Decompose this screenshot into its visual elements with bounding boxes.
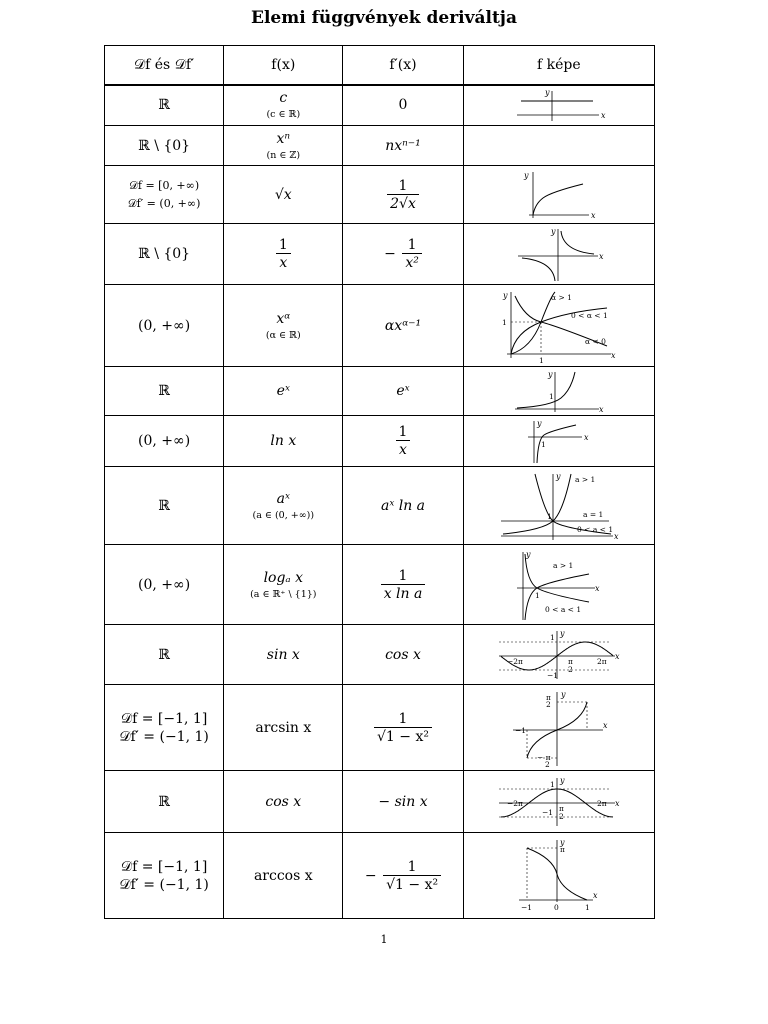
derivative-cell bbox=[343, 685, 463, 771]
graph-cell bbox=[463, 685, 654, 771]
function-cell bbox=[224, 126, 343, 166]
domain-cell: ℝ \ {0} bbox=[105, 224, 224, 285]
domain-cell bbox=[105, 166, 224, 224]
svg-text:x: x bbox=[590, 210, 596, 220]
function-text: c bbox=[279, 90, 288, 107]
header-domain: 𝒟f és 𝒟f′ bbox=[105, 46, 224, 85]
svg-text:y: y bbox=[502, 290, 508, 300]
svg-text:π: π bbox=[559, 844, 565, 854]
table-row bbox=[105, 771, 655, 833]
domain-cell: ℝ bbox=[105, 467, 224, 545]
function-cell bbox=[224, 545, 343, 625]
svg-text:y: y bbox=[544, 88, 550, 98]
derivative-cell: cos x bbox=[343, 625, 463, 685]
table-row bbox=[105, 467, 655, 545]
svg-text:2: 2 bbox=[545, 699, 551, 709]
svg-text:y: y bbox=[559, 837, 565, 847]
function-cell: cos x bbox=[224, 771, 343, 833]
function-note: (n ∈ ℤ) bbox=[266, 149, 301, 161]
derivative-fraction: $\frac{1}{x}$ bbox=[396, 424, 411, 458]
svg-text:1: 1 bbox=[548, 392, 554, 401]
function-cell bbox=[224, 285, 343, 367]
graph-exp bbox=[511, 368, 607, 414]
graph-cos bbox=[495, 774, 623, 830]
graph-ln bbox=[524, 417, 594, 465]
table-row bbox=[105, 416, 655, 467]
header-function: f(x) bbox=[224, 46, 343, 85]
graph-constant bbox=[509, 87, 609, 123]
svg-text:y: y bbox=[555, 471, 561, 481]
svg-text:a > 1: a > 1 bbox=[552, 560, 574, 570]
svg-text:1: 1 bbox=[549, 632, 555, 642]
derivative-fraction: $\frac{1}{\text{x²}}$ bbox=[402, 237, 422, 271]
domain-line-2: 𝒟f′ = (0, +∞) bbox=[127, 196, 201, 210]
derivative-cell: aˣ ln a bbox=[343, 467, 463, 545]
derivative-fraction: $\frac{1}{\text{x ln a}}$ bbox=[381, 568, 426, 602]
svg-text:x: x bbox=[594, 583, 600, 593]
function-cell: sin x bbox=[224, 625, 343, 685]
svg-text:1: 1 bbox=[584, 902, 590, 912]
svg-text:π: π bbox=[567, 656, 573, 666]
domain-cell: (0, +∞) bbox=[105, 416, 224, 467]
svg-text:1: 1 bbox=[534, 590, 540, 600]
derivative-fraction: $\frac{1}{2√x}$ bbox=[387, 178, 419, 212]
svg-text:x: x bbox=[598, 252, 604, 261]
svg-text:y: y bbox=[559, 775, 565, 785]
function-text: xⁿ bbox=[276, 130, 291, 147]
svg-text:y: y bbox=[523, 170, 529, 180]
table-row bbox=[105, 224, 655, 285]
svg-text:−1: −1 bbox=[541, 807, 553, 817]
table-row bbox=[105, 685, 655, 771]
domain-line-2: 𝒟f′ = (−1, 1) bbox=[119, 728, 209, 745]
function-cell bbox=[224, 467, 343, 545]
derivative-cell: − sin x bbox=[343, 771, 463, 833]
domain-cell bbox=[105, 833, 224, 919]
graph-log-a bbox=[509, 548, 609, 622]
function-note: (α ∈ ℝ) bbox=[265, 329, 301, 341]
svg-text:2: 2 bbox=[544, 759, 550, 768]
svg-text:x: x bbox=[610, 350, 616, 360]
graph-cell bbox=[463, 467, 654, 545]
svg-text:π: π bbox=[545, 692, 551, 702]
graph-cell bbox=[463, 85, 654, 126]
svg-text:x: x bbox=[598, 405, 604, 414]
svg-text:α < 0: α < 0 bbox=[584, 336, 606, 346]
derivative-cell: αxᵅ⁻¹ bbox=[343, 285, 463, 367]
domain-cell bbox=[105, 685, 224, 771]
graph-power-alpha bbox=[499, 288, 619, 364]
domain-cell: ℝ bbox=[105, 771, 224, 833]
table-row bbox=[105, 625, 655, 685]
svg-text:y: y bbox=[560, 689, 566, 699]
derivative-cell: nxⁿ⁻¹ bbox=[343, 126, 463, 166]
graph-exp-a bbox=[497, 470, 621, 542]
svg-text:1: 1 bbox=[540, 440, 546, 449]
svg-text:y: y bbox=[550, 227, 556, 236]
svg-text:−1: −1 bbox=[546, 670, 558, 680]
domain-cell: ℝ bbox=[105, 367, 224, 416]
function-text: xᵅ bbox=[276, 310, 291, 327]
svg-text:− π: − π bbox=[536, 752, 551, 762]
function-cell bbox=[224, 224, 343, 285]
domain-cell: ℝ bbox=[105, 85, 224, 126]
svg-text:0: 0 bbox=[553, 902, 559, 912]
derivative-cell bbox=[343, 166, 463, 224]
svg-text:x: x bbox=[592, 890, 598, 900]
derivative-cell: eˣ bbox=[343, 367, 463, 416]
svg-text:1: 1 bbox=[549, 779, 555, 789]
svg-text:2: 2 bbox=[558, 811, 564, 821]
table-row bbox=[105, 833, 655, 919]
svg-text:2π: 2π bbox=[596, 798, 607, 808]
header-graph: f képe bbox=[463, 46, 654, 85]
svg-text:1: 1 bbox=[538, 355, 544, 364]
svg-text:x: x bbox=[583, 433, 589, 442]
function-text: logₐ x bbox=[263, 569, 304, 586]
derivative-cell: 0 bbox=[343, 85, 463, 126]
function-note: (a ∈ (0, +∞)) bbox=[252, 509, 315, 521]
graph-sqrt bbox=[519, 168, 599, 222]
function-text: aˣ bbox=[276, 490, 290, 507]
graph-cell bbox=[463, 285, 654, 367]
derivative-cell bbox=[343, 545, 463, 625]
derivative-fraction: $\frac{1}{\text{√1 − x²}}$ bbox=[383, 859, 441, 893]
domain-cell: ℝ \ {0} bbox=[105, 126, 224, 166]
table-row bbox=[105, 166, 655, 224]
svg-text:x: x bbox=[600, 111, 606, 121]
graph-cell bbox=[463, 545, 654, 625]
graph-cell bbox=[463, 625, 654, 685]
domain-line-1: 𝒟f = [0, +∞) bbox=[129, 178, 200, 192]
table-row bbox=[105, 285, 655, 367]
graph-cell bbox=[463, 833, 654, 919]
graph-cell bbox=[463, 126, 654, 166]
function-fraction: $\frac{1}{x}$ bbox=[276, 237, 291, 271]
svg-text:−1: −1 bbox=[520, 902, 532, 912]
svg-text:−2π: −2π bbox=[506, 798, 523, 808]
derivative-cell: − $\frac{1}{\text{√1 − x²}}$ bbox=[343, 833, 463, 919]
graph-cell bbox=[463, 771, 654, 833]
svg-text:π: π bbox=[558, 803, 564, 813]
table-row bbox=[105, 367, 655, 416]
graph-arcsin bbox=[503, 688, 615, 768]
svg-text:−2π: −2π bbox=[506, 656, 523, 666]
table-row bbox=[105, 85, 655, 126]
svg-text:y: y bbox=[536, 419, 542, 428]
svg-text:x: x bbox=[614, 651, 620, 661]
graph-cell bbox=[463, 166, 654, 224]
svg-text:x: x bbox=[613, 531, 619, 541]
svg-text:0 < a < 1: 0 < a < 1 bbox=[576, 524, 613, 534]
domain-line-1: 𝒟f = [−1, 1] bbox=[120, 858, 208, 875]
table-row bbox=[105, 126, 655, 166]
function-cell: eˣ bbox=[224, 367, 343, 416]
svg-text:α > 1: α > 1 bbox=[550, 292, 572, 302]
domain-cell: (0, +∞) bbox=[105, 545, 224, 625]
graph-cell bbox=[463, 416, 654, 467]
derivatives-table bbox=[104, 45, 655, 919]
function-cell: ln x bbox=[224, 416, 343, 467]
svg-text:0 < a < 1: 0 < a < 1 bbox=[544, 604, 581, 614]
svg-text:1: 1 bbox=[546, 511, 552, 521]
svg-text:a = 1: a = 1 bbox=[582, 509, 604, 519]
table-row bbox=[105, 545, 655, 625]
function-cell: √x bbox=[224, 166, 343, 224]
graph-cell bbox=[463, 224, 654, 285]
graph-sin bbox=[495, 627, 623, 683]
function-cell bbox=[224, 85, 343, 126]
svg-text:2: 2 bbox=[567, 664, 573, 674]
svg-text:y: y bbox=[547, 370, 553, 379]
svg-text:x: x bbox=[602, 720, 608, 730]
svg-text:1: 1 bbox=[501, 317, 507, 327]
domain-line-2: 𝒟f′ = (−1, 1) bbox=[119, 876, 209, 893]
graph-cell bbox=[463, 367, 654, 416]
function-cell: arcsin x bbox=[224, 685, 343, 771]
svg-text:2π: 2π bbox=[596, 656, 607, 666]
svg-text:y: y bbox=[525, 549, 531, 559]
svg-text:y: y bbox=[559, 628, 565, 638]
domain-line-1: 𝒟f = [−1, 1] bbox=[120, 710, 208, 727]
function-note: (c ∈ ℝ) bbox=[266, 109, 301, 121]
domain-cell: ℝ bbox=[105, 625, 224, 685]
domain-cell: (0, +∞) bbox=[105, 285, 224, 367]
graph-reciprocal bbox=[514, 225, 604, 283]
table-header-row bbox=[105, 46, 655, 85]
svg-text:a > 1: a > 1 bbox=[574, 474, 596, 484]
header-derivative: f′(x) bbox=[343, 46, 463, 85]
svg-text:0 < α < 1: 0 < α < 1 bbox=[570, 310, 608, 320]
page-title: Elemi függvények deriváltja bbox=[251, 8, 517, 28]
derivative-cell: − $\frac{1}{\text{x²}}$ bbox=[343, 224, 463, 285]
svg-text:−1: −1 bbox=[514, 725, 526, 735]
page-number: 1 bbox=[380, 933, 388, 946]
derivative-fraction: $\frac{1}{\text{√1 − x²}}$ bbox=[374, 711, 432, 745]
function-note: (a ∈ ℝ⁺ \ {1}) bbox=[250, 588, 317, 600]
graph-arccos bbox=[509, 836, 609, 916]
derivative-cell bbox=[343, 416, 463, 467]
svg-text:x: x bbox=[614, 798, 620, 808]
function-cell: arccos x bbox=[224, 833, 343, 919]
